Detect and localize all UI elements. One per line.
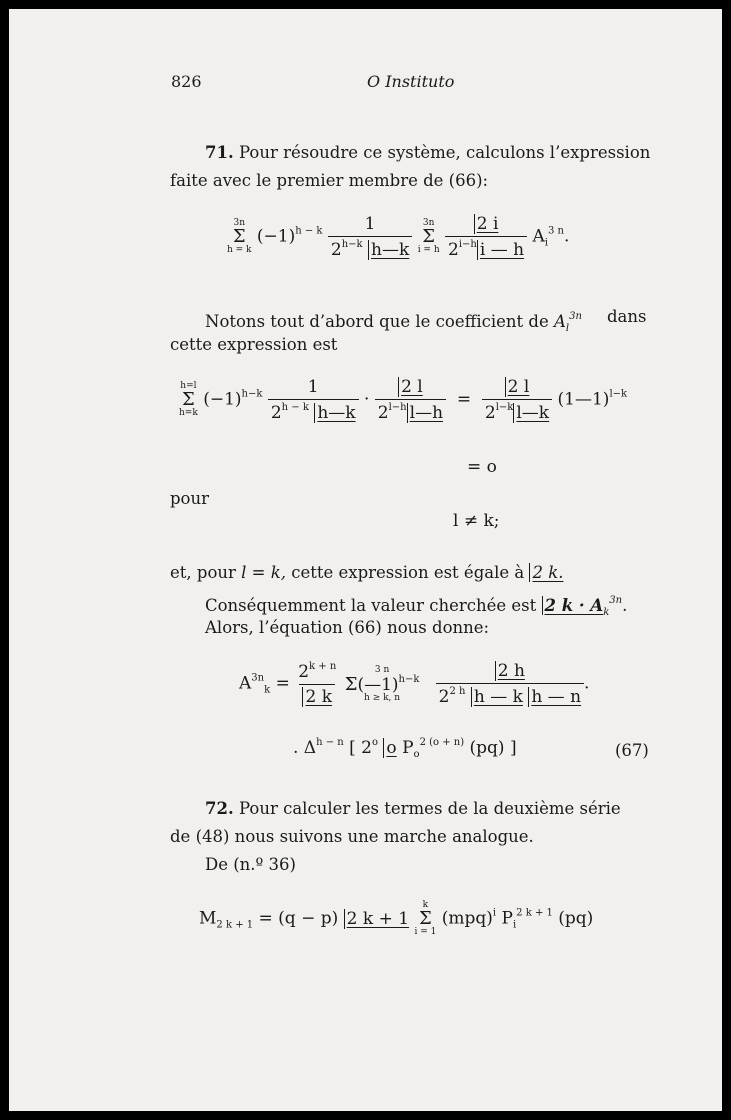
- subscript: 2 k + 1: [216, 919, 254, 931]
- summation: [179, 382, 198, 418]
- period: .: [584, 673, 590, 694]
- exponent: l−k: [495, 402, 514, 413]
- exponent: l−h: [388, 402, 407, 413]
- denominator: [436, 683, 584, 707]
- section-72-line1: [205, 795, 621, 823]
- fraction: [375, 377, 446, 423]
- sum-upper: 3 n: [374, 664, 390, 675]
- factorial: 2 k: [302, 687, 332, 707]
- fraction: [445, 214, 527, 260]
- equals-zero: = o: [467, 457, 497, 477]
- factorial: 2 k.: [529, 563, 563, 582]
- variable: A: [532, 226, 545, 247]
- summation: [345, 666, 420, 703]
- sum-lower: h=k: [179, 408, 198, 418]
- delta: . Δ: [293, 738, 317, 758]
- exponent: h − k: [295, 225, 323, 237]
- section-71-line2: faite avec le premier membre de (66):: [170, 171, 489, 190]
- sigma: Σ: [344, 673, 358, 695]
- factor: (−1): [256, 226, 296, 247]
- factorial: h — n: [528, 687, 581, 707]
- sum-lower: i = h: [417, 245, 440, 255]
- numerator: [502, 377, 533, 399]
- denominator: [482, 399, 552, 423]
- term: = (q − p): [258, 908, 339, 929]
- fraction: [482, 377, 552, 423]
- numerator: 1: [307, 377, 319, 397]
- denominator: [375, 399, 446, 423]
- text: cette expression est égale à: [291, 563, 525, 582]
- base: 2: [270, 403, 282, 423]
- factorial: i — h: [477, 240, 524, 260]
- exponent: h − n: [316, 737, 344, 748]
- term: (pq): [558, 908, 594, 929]
- formula-coefficient: [179, 377, 627, 423]
- exponent: o: [371, 737, 379, 748]
- factorial: 2 i: [474, 214, 499, 234]
- factorial: 2 h: [495, 661, 525, 681]
- base: 2: [330, 240, 342, 260]
- sum-upper: h=l: [180, 381, 197, 391]
- exponent: h − k: [281, 402, 309, 413]
- term: (mpq): [441, 908, 493, 929]
- exponent: h−k: [398, 673, 420, 685]
- subscript: k: [264, 684, 271, 696]
- factor: (1—1): [557, 389, 610, 410]
- numerator: [295, 661, 339, 684]
- text: et, pour: [170, 563, 236, 582]
- variable: P: [501, 908, 513, 929]
- sum-upper: 3n: [422, 218, 435, 228]
- text: Notons tout d’abord que le coefficient de: [205, 312, 549, 331]
- exponent: h−k: [341, 239, 363, 250]
- notons-dans: dans: [607, 307, 647, 326]
- superscript: 2 k + 1: [516, 907, 553, 919]
- numerator: [471, 214, 502, 236]
- term: (pq) ]: [469, 738, 517, 758]
- sigma: Σ: [232, 226, 246, 247]
- bracket-term: [ 2: [349, 738, 372, 758]
- running-title: O Instituto: [367, 72, 455, 91]
- dot: ·: [363, 389, 370, 410]
- section-72-line3: De (n.º 36): [205, 855, 296, 874]
- factor: (−1): [203, 389, 242, 410]
- numerator: 1: [364, 214, 376, 234]
- exponent: i−h: [458, 239, 477, 250]
- summation: [414, 901, 436, 937]
- factorial: l—h: [407, 403, 443, 423]
- sum-upper: k: [422, 900, 429, 910]
- numerator: [492, 661, 528, 683]
- subscript: i: [512, 919, 517, 931]
- superscript: 3n: [609, 595, 623, 606]
- denominator: [445, 236, 527, 260]
- value: 2 k · A: [542, 596, 604, 615]
- text: Pour résoudre ce système, calculons l’expression: [238, 143, 651, 162]
- section-72-line2: de (48) nous suivons une marche analogue.: [170, 827, 534, 846]
- superscript: 3n: [251, 672, 265, 684]
- subscript: i: [544, 237, 548, 249]
- subscript: l: [565, 323, 570, 334]
- base: 2: [377, 403, 389, 423]
- formula-m: [199, 901, 593, 937]
- notons-line2: cette expression est: [170, 335, 338, 354]
- variable: M: [199, 908, 217, 929]
- equals: =: [275, 673, 290, 694]
- superscript: 3n: [569, 311, 582, 322]
- period: .: [563, 226, 570, 247]
- formula-sum-expression: [227, 214, 569, 260]
- denominator: [328, 236, 412, 260]
- base: 2: [438, 687, 450, 707]
- exponent: i: [492, 907, 497, 919]
- factorial: h—k: [314, 403, 355, 423]
- math-inline: l = k,: [241, 563, 286, 582]
- sum-lower: h = k: [227, 245, 252, 255]
- factorial: h — k: [471, 687, 523, 707]
- factorial: 2 k + 1: [344, 909, 409, 929]
- factor: (—1): [357, 674, 399, 695]
- exponent: k + n: [309, 661, 337, 672]
- sum-lower: h ≥ k, n: [364, 692, 401, 703]
- formula-result-line2: [293, 737, 517, 760]
- text: Pour calculer les termes de la deuxième série: [238, 799, 621, 818]
- exponent: 2 h: [449, 686, 466, 697]
- text: Conséquemment la valeur cherchée est: [205, 596, 537, 615]
- fraction: [328, 214, 412, 260]
- base: 2: [484, 403, 496, 423]
- exponent: 2 (o + n): [419, 737, 465, 748]
- period: .: [622, 596, 628, 615]
- subscript: k: [603, 607, 610, 618]
- pour-label: pour: [170, 489, 210, 508]
- section-number: 71.: [205, 143, 234, 162]
- section-71-line1: [205, 139, 650, 167]
- book-page: [9, 9, 722, 1111]
- fraction: [436, 661, 584, 707]
- factorial: h—k: [368, 240, 409, 260]
- equals: =: [456, 389, 472, 410]
- base: 2: [448, 240, 459, 260]
- fraction: [268, 377, 359, 423]
- alors-line: Alors, l’équation (66) nous donne:: [205, 618, 490, 637]
- denominator: [299, 684, 335, 707]
- sum-body: [345, 675, 420, 694]
- factorial: o: [383, 738, 396, 758]
- summation: [227, 219, 252, 255]
- subscript: o: [413, 749, 420, 760]
- exponent: l−k: [609, 388, 628, 400]
- exponent: h−k: [241, 388, 263, 400]
- et-pour-line: [170, 559, 563, 587]
- condition: l ≠ k;: [453, 511, 500, 531]
- superscript: 3 n: [547, 225, 564, 237]
- fraction: [295, 661, 339, 707]
- section-number: 72.: [205, 799, 234, 818]
- factorial: l—k: [513, 403, 549, 423]
- factorial: 2 l: [398, 377, 423, 397]
- numerator: [395, 377, 426, 399]
- summation: [418, 219, 440, 255]
- denominator: [268, 399, 359, 423]
- sum-lower: i = 1: [414, 927, 437, 937]
- factorial: 2 l: [505, 377, 530, 397]
- variable: A: [239, 673, 252, 694]
- sum-upper: 3n: [233, 218, 246, 228]
- page-number: 826: [171, 72, 202, 91]
- sigma: Σ: [419, 908, 432, 929]
- variable: P: [402, 738, 414, 758]
- formula-result: [239, 661, 589, 707]
- sigma: Σ: [422, 226, 436, 247]
- variable: A: [553, 312, 566, 331]
- sigma: Σ: [182, 389, 195, 410]
- base: 2: [298, 662, 310, 682]
- equation-number: (67): [615, 741, 649, 760]
